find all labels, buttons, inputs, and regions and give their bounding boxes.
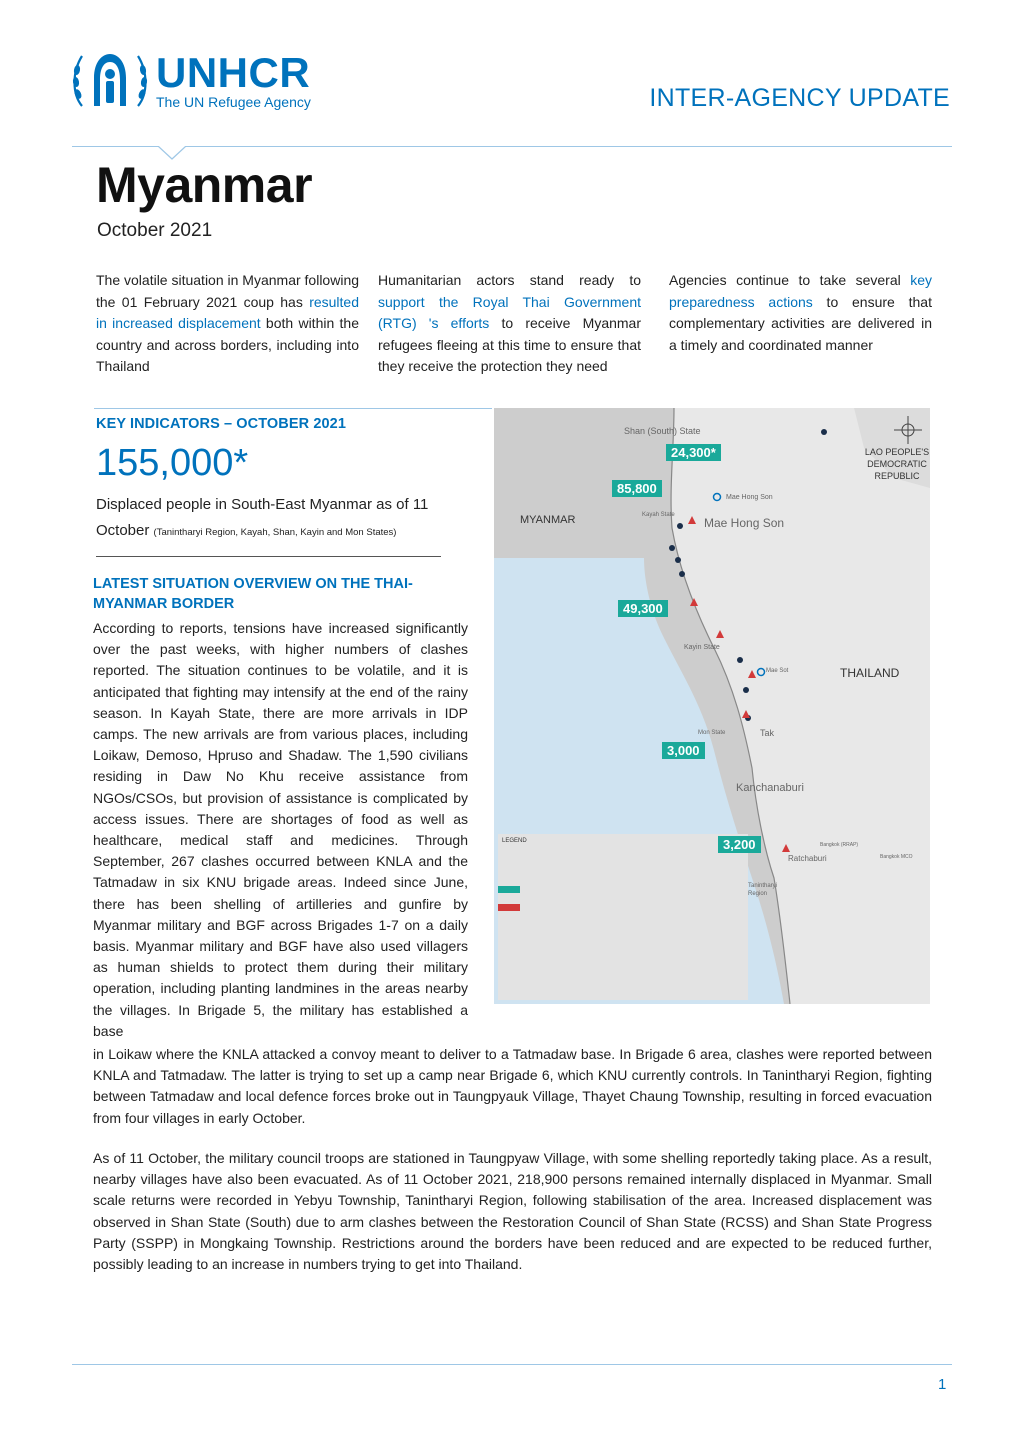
map-label-mae-hong-son: Mae Hong Son <box>704 516 785 530</box>
map-badge-mon: 3,000 <box>662 742 705 759</box>
map-label-kayah: Kayah State <box>642 512 675 518</box>
key-indicators-bottom-divider <box>96 556 441 557</box>
intro-column-2 <box>378 270 641 378</box>
intro-1-text: The volatile situation in Myanmar following the 01 February 2021 coup has <box>96 272 360 310</box>
document-type: INTER-AGENCY UPDATE <box>649 84 950 112</box>
unhcr-emblem-icon <box>72 48 148 114</box>
map-label-ratchaburi: Ratchaburi <box>788 854 827 863</box>
map-label-myanmar: MYANMAR <box>520 514 576 526</box>
intro-column-3 <box>669 270 932 356</box>
map-label-kanchanaburi: Kanchanaburi <box>736 782 804 794</box>
key-indicator-description <box>96 492 456 546</box>
intro-3-link[interactable]: key preparedness actions <box>669 272 932 310</box>
intro-2-text-end: to receive Myanmar refugees fleeing at this time to ensure that they receive the protection they need <box>378 315 641 374</box>
key-indicators-title: KEY INDICATORS – OCTOBER 2021 <box>96 416 347 432</box>
intro-1-link[interactable]: resulted in increased displacement <box>96 293 359 331</box>
map-label-bangkok-mco: Bangkok MCO <box>880 854 913 860</box>
map-label-mae-hong-son-town: Mae Hong Son <box>726 494 773 501</box>
map-badge-kayah: 85,800 <box>612 480 662 497</box>
intro-3-text: Agencies continue to take several <box>669 272 911 288</box>
map-legend-title: LEGEND <box>502 838 527 844</box>
map-label-bangkok-rrap: Bangkok (RRAP) <box>820 842 859 848</box>
situation-paragraph-2: As of 11 October, the military council troops are stationed in Taungpyaw Village, with some shelling reportedly taking place. As a result, nearby villages have also been evacuated. As of 11 October 2021, 218,900 persons remained internally displaced in Myanmar. Small scale returns were recorded in Yebyu Township, Tanintharyi Region, following stabilisation of the area. Increased displacement was observed in Shan State (South) due to arm clashes between the Restoration Council of Shan State (RCSS) and Shan State Progress Party (SSPP) in Mongkaing Township. Restrictions around the borders have been reduced and are expected to be reduced further, possibly leading to an increase in numbers trying to get into Thailand. <box>93 1150 932 1273</box>
intro-2-text: Humanitarian actors stand ready to <box>378 272 641 288</box>
footer-divider <box>72 1364 952 1365</box>
key-indicator-number: 155,000* <box>96 442 249 484</box>
report-date: October 2021 <box>97 220 213 241</box>
situation-paragraph-1-continued: in Loikaw where the KNLA attacked a convoy meant to deliver to a Tatmadaw base. In Brigade 6 area, clashes were reported between KNLA and Tatmadaw. The latter is trying to set up a camp near Brigade 6, which KNU currently controls. In Tanintharyi Region, fighting between Tatmadaw and local defence forces broke out in Taungpyauk Village, Thayet Chaung Township, resulting in forced evacuation from four villages in early October. <box>93 1046 932 1126</box>
border-map <box>494 408 930 1004</box>
key-indicator-desc-note: (Tanintharyi Region, Kayah, Shan, Kayin and Mon States) <box>153 527 397 538</box>
situation-paragraph-1: According to reports, tensions have increased significantly over the past weeks, with higher numbers of clashes reported. The situation continues to be volatile, and it is anticipated that fighting may intensify at the end of the rainy season. In Kayah State, there are more arrivals in IDP camps. The new arrivals are from various places, including Loikaw, Demoso, Hpruso and Shadaw. The 1,590 civilians residing in Daw No Khu receive assistance from NGOs/CSOs, but provision of assistance is complicated by access issues. There are shortages of food as well as healthcare, medical staff and medicines. Through September, 267 clashes occurred between KNLA and the Tatmadaw in six KNU brigade areas. Indeed since June, there has been shelling of artilleries and gunfire by Myanmar military and BGF across Brigades 1-7 on a daily basis. Myanmar military and BGF have also used villagers as human shields to protect them during their military operation, including planting landmines in the areas nearby the villages. In Brigade 5, the military has established a base <box>93 620 468 1039</box>
map-label-kayin: Kayin State <box>684 644 720 651</box>
map-label-thailand: THAILAND <box>840 666 900 680</box>
org-name: UNHCR <box>156 49 311 96</box>
map-label-laos: LAO PEOPLE'S DEMOCRATIC REPUBLIC <box>864 447 930 481</box>
map-badge-kayin: 49,300 <box>618 600 668 617</box>
map-label-shan: Shan (South) State <box>624 426 701 436</box>
map-graphic <box>494 408 930 1004</box>
header-divider <box>72 146 952 147</box>
org-tagline: The UN Refugee Agency <box>156 94 311 110</box>
intro-2-link[interactable]: support the Royal Thai Government (RTG) 's efforts <box>378 293 641 331</box>
key-indicator-desc-text: Displaced people in South-East Myanmar as of 11 October <box>96 496 429 539</box>
intro-3-text-end: to ensure that complementary activities are delivered in a timely and coordinated manner <box>669 293 932 353</box>
map-label-tanintharyi: Tanintharyi Region <box>748 883 778 897</box>
map-badge-tanintharyi: 3,200 <box>718 836 761 853</box>
map-label-mon: Mon State <box>698 730 726 736</box>
intro-1-text-end: both within the country and across borders, including into Thailand <box>96 315 359 374</box>
intro-column-1 <box>96 270 359 378</box>
key-indicators-divider <box>94 408 492 409</box>
map-label-mae-sot: Mae Sot <box>766 668 789 674</box>
unhcr-logo <box>72 48 352 114</box>
situation-heading: LATEST SITUATION OVERVIEW ON THE THAI-MYANMAR BORDER <box>93 576 413 612</box>
map-badge-shan: 24,300* <box>666 444 721 461</box>
page-title: Myanmar <box>96 157 313 213</box>
page-number: 1 <box>938 1376 947 1393</box>
map-label-tak: Tak <box>760 728 775 738</box>
